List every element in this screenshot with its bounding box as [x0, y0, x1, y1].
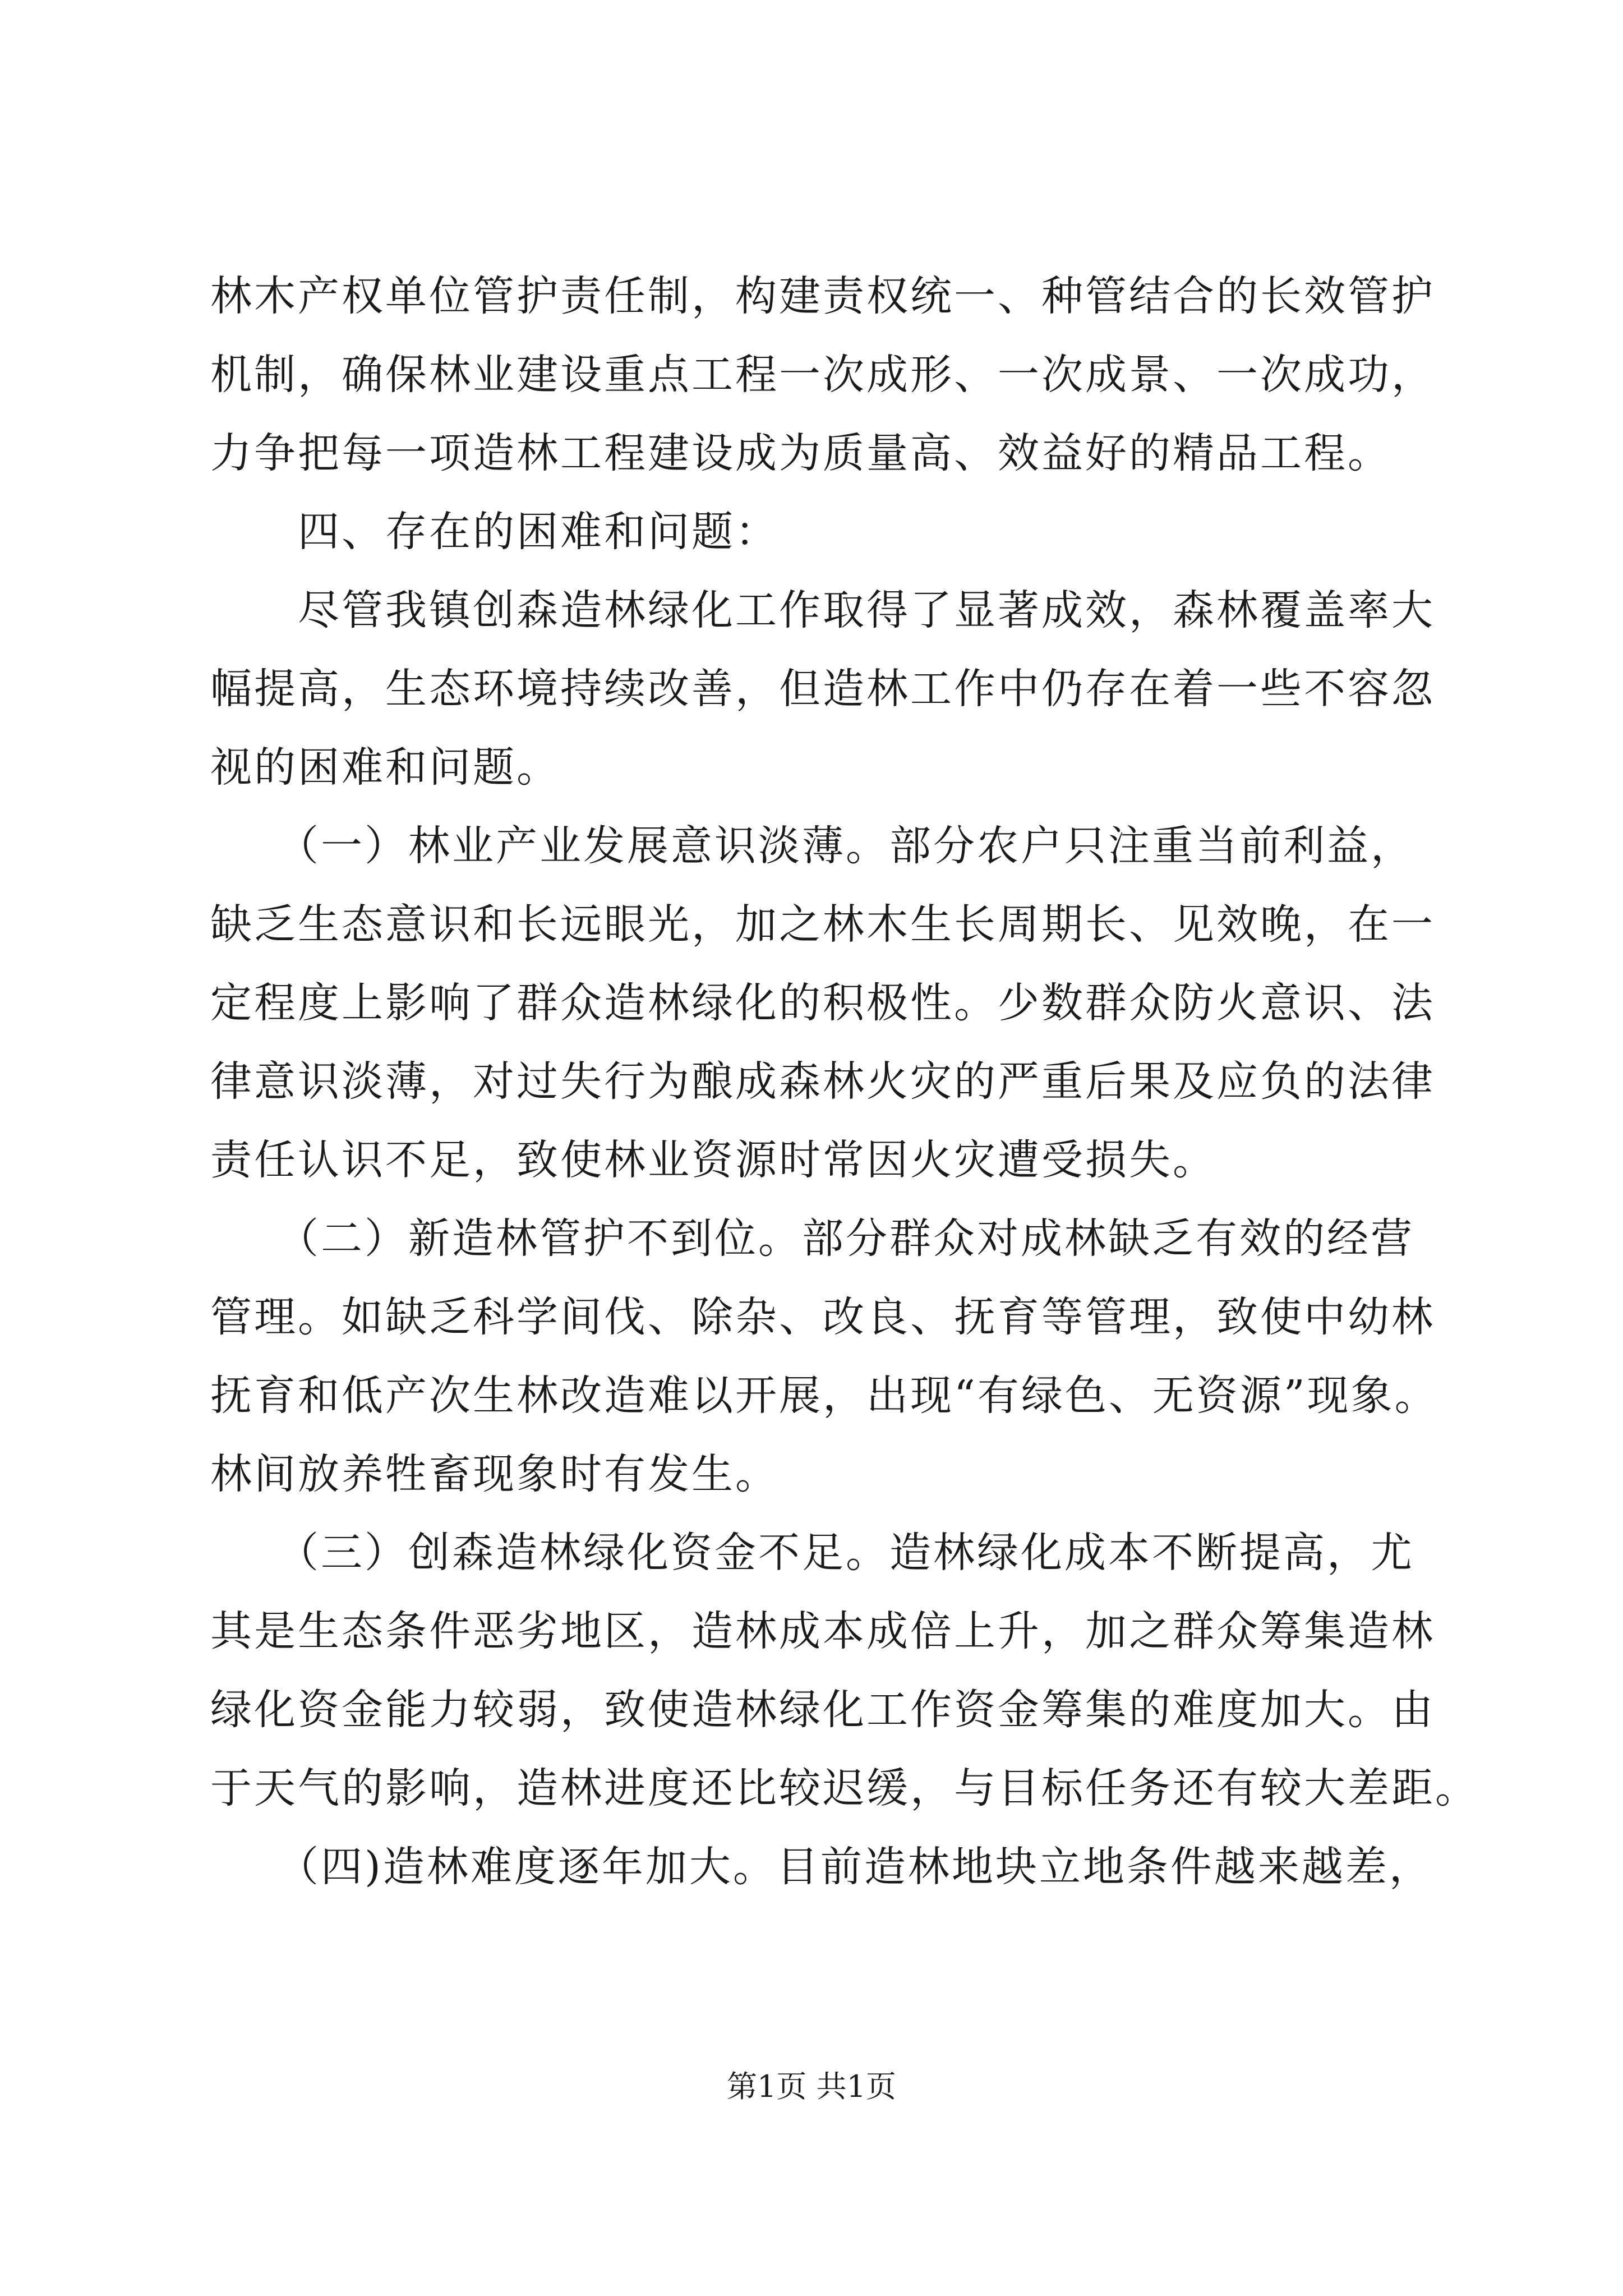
text-line: 力争把每一项造林工程建设成为质量高、效益好的精品工程。 [210, 429, 1391, 477]
page-footer: 第1页 共1页 [727, 2069, 896, 2104]
text-line: 林间放养牲畜现象时有发生。 [210, 1450, 779, 1498]
text-line: （二）新造林管护不到位。部分群众对成林缺乏有效的经营 [210, 1214, 1414, 1263]
text-line: 视的困难和问题。 [210, 743, 560, 792]
document-body [210, 257, 1479, 1906]
text-line: 幅提高，生态环境持续改善，但造林工作中仍存在着一些不容忽 [210, 665, 1435, 713]
text-line: 绿化资金能力较弱，致使造林绿化工作资金筹集的难度加大。由 [210, 1686, 1435, 1734]
text-line: 定程度上影响了群众造林绿化的积极性。少数群众防火意识、法 [210, 979, 1435, 1027]
text-line: 缺乏生态意识和长远眼光，加之林木生长周期长、见效晚，在一 [210, 900, 1435, 949]
text-line: （一）林业产业发展意识淡薄。部分农户只注重当前利益， [210, 822, 1414, 870]
text-line: 林木产权单位管护责任制，构建责权统一、种管结合的长效管护 [210, 272, 1435, 320]
text-line: 尽管我镇创森造林绿化工作取得了显著成效，森林覆盖率大 [210, 586, 1435, 634]
text-line: 于天气的影响，造林进度还比较迟缓，与目标任务还有较大差距。 [210, 1764, 1479, 1812]
text-line: 责任认识不足，致使林业资源时常因火灾遭受损失。 [210, 1136, 1216, 1184]
text-line: 其是生态条件恶劣地区，造林成本成倍上升，加之群众筹集造林 [210, 1607, 1435, 1655]
text-line: （三）创森造林绿化资金不足。造林绿化成本不断提高，尤 [210, 1529, 1414, 1577]
text-line: （四)造林难度逐年加大。目前造林地块立地条件越来越差， [210, 1843, 1433, 1891]
section-heading: 四、存在的困难和问题： [210, 508, 779, 556]
text-line: 律意识淡薄，对过失行为酿成森林火灾的严重后果及应负的法律 [210, 1057, 1435, 1106]
text-line: 抚育和低产次生林改造难以开展，出现“有绿色、无资源”现象。 [210, 1372, 1438, 1420]
text-line: 机制，确保林业建设重点工程一次成形、一次成景、一次成功， [210, 351, 1435, 399]
text-line: 管理。如缺乏科学间伐、除杂、改良、抚育等管理，致使中幼林 [210, 1293, 1435, 1341]
